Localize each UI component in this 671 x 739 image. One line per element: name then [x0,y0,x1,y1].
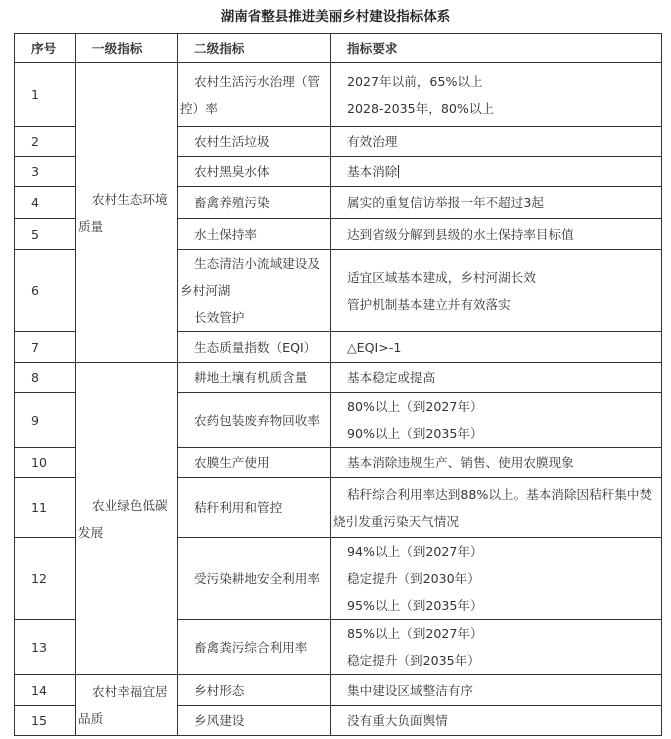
requirement-cell [331,187,662,219]
requirement-cell [331,363,662,393]
indicator-text: 长效管护 [194,310,245,325]
requirement-cell [331,675,662,706]
text-cursor [398,165,399,178]
column-header-requirement [331,34,662,63]
requirement-cell [331,250,662,332]
row-number-cell [15,393,76,448]
requirement-text: 基本稳定或提高 [347,370,436,385]
row-number: 12 [31,571,48,586]
row-number-cell [15,706,76,736]
requirement-text: 有效治理 [347,134,398,149]
indicator-table [14,33,662,736]
row-number: 10 [31,455,48,470]
requirement-text: 集中建设区域整洁有序 [347,682,473,698]
indicator-cell [178,63,331,127]
row-number-cell [15,219,76,250]
row-number-cell [15,363,76,393]
column-header-label: 一级指标 [92,40,143,56]
indicator-cell [178,706,331,736]
indicator-text: 受污染耕地安全利用率 [194,571,320,586]
table-row [15,363,662,393]
row-number-cell [15,620,76,675]
row-number: 9 [31,412,40,428]
column-header-label: 指标要求 [347,40,398,56]
row-number: 4 [31,195,40,210]
indicator-text: 水土保持率 [194,226,257,242]
row-number: 13 [31,639,48,655]
requirement-text: 基本消除 [347,164,398,179]
indicator-text: 生态质量指数（EQI） [194,339,317,355]
column-header-level2 [178,34,331,63]
row-number: 15 [31,713,48,728]
requirement-text: 适宜区域基本建成，乡村河湖长效 [347,269,536,285]
table-body [15,63,662,736]
row-number-cell [15,127,76,157]
group-label: 农村生态环境质量 [78,191,168,234]
group-label: 农业绿色低碳发展 [78,497,168,540]
requirement-cell [331,127,662,157]
column-header-label: 序号 [31,40,57,56]
indicator-cell [178,393,331,448]
requirement-text: 管护机制基本建立并有效落实 [347,296,511,312]
indicator-cell [178,448,331,478]
indicator-cell [178,127,331,157]
row-number: 7 [31,339,40,355]
requirement-text: 95%以上（到2035年） [347,598,483,613]
indicator-cell [178,363,331,393]
table-row [15,63,662,127]
indicator-text: 耕地土壤有机质含量 [194,370,308,385]
row-number-cell [15,157,76,187]
row-number-cell [15,63,76,127]
requirement-text: 基本消除违规生产、销售、使用农膜现象 [347,455,574,470]
row-number: 11 [31,500,48,515]
requirement-text: △EQI>-1 [347,339,402,355]
requirement-cell [331,448,662,478]
column-header-level1 [76,34,178,63]
indicator-cell [178,157,331,187]
row-number-cell [15,332,76,363]
requirement-text: 稳定提升（到2030年） [347,571,480,586]
row-number: 6 [31,283,40,298]
requirement-text: 秸秆综合利用率达到88%以上。基本消除因秸秆集中焚烧引发重污染天气情况 [333,486,653,529]
row-number-cell [15,448,76,478]
requirement-text: 稳定提升（到2035年） [347,653,480,668]
indicator-text: 农村生活污水治理（管控）率 [180,73,320,116]
indicator-text: 生态清洁小流域建设及乡村河湖 [180,256,320,298]
requirement-text: 达到省级分解到县级的水土保持率目标值 [347,226,574,242]
requirement-text: 没有重大负面舆情 [347,713,448,728]
indicator-text: 畜禽养殖污染 [194,195,270,210]
row-number: 2 [31,134,40,149]
row-number: 8 [31,370,40,385]
group-cell [76,63,178,363]
requirement-text: 94%以上（到2027年） [347,544,483,559]
requirement-cell [331,219,662,250]
header-row [15,34,662,63]
indicator-text: 农膜生产使用 [194,455,270,470]
requirement-cell [331,478,662,538]
indicator-cell [178,675,331,706]
requirement-text: 90%以上（到2035年） [347,426,483,441]
indicator-text: 农村黑臭水体 [194,164,270,179]
requirement-text: 属实的重复信访举报一年不超过3起 [347,195,544,210]
indicator-cell [178,478,331,538]
indicator-cell [178,538,331,620]
row-number: 3 [31,164,40,179]
group-cell [76,675,178,736]
row-number: 1 [31,87,40,102]
requirement-cell [331,620,662,675]
requirement-text: 80%以上（到2027年） [347,399,483,414]
row-number-cell [15,538,76,620]
column-header-label: 二级指标 [194,40,245,56]
requirement-cell [331,157,662,187]
requirement-cell [331,63,662,127]
requirement-text: 85%以上（到2027年） [347,626,483,641]
indicator-cell [178,219,331,250]
indicator-text: 秸秆利用和管控 [194,500,283,515]
page-title: 湖南省整县推进美丽乡村建设指标体系 [220,9,451,25]
row-number-cell [15,187,76,219]
indicator-text: 畜禽粪污综合利用率 [194,639,308,655]
row-number-cell [15,675,76,706]
row-number: 5 [31,226,40,242]
indicator-text: 乡风建设 [194,713,245,728]
requirement-cell [331,332,662,363]
table-row [15,675,662,706]
row-number: 14 [31,682,48,698]
indicator-text: 乡村形态 [194,682,245,698]
group-cell [76,363,178,675]
indicator-cell [178,187,331,219]
requirement-cell [331,538,662,620]
indicator-cell [178,250,331,332]
requirement-text: 2027年以前，65%以上 [347,73,483,89]
requirement-cell [331,393,662,448]
requirement-cell [331,706,662,736]
indicator-cell [178,332,331,363]
group-label: 农村幸福宜居品质 [78,684,168,726]
row-number-cell [15,250,76,332]
column-header-no [15,34,76,63]
indicator-text: 农村生活垃圾 [194,134,270,149]
requirement-text: 2028-2035年，80%以上 [347,100,495,116]
indicator-cell [178,620,331,675]
row-number-cell [15,478,76,538]
indicator-text: 农药包装废弃物回收率 [194,412,320,428]
